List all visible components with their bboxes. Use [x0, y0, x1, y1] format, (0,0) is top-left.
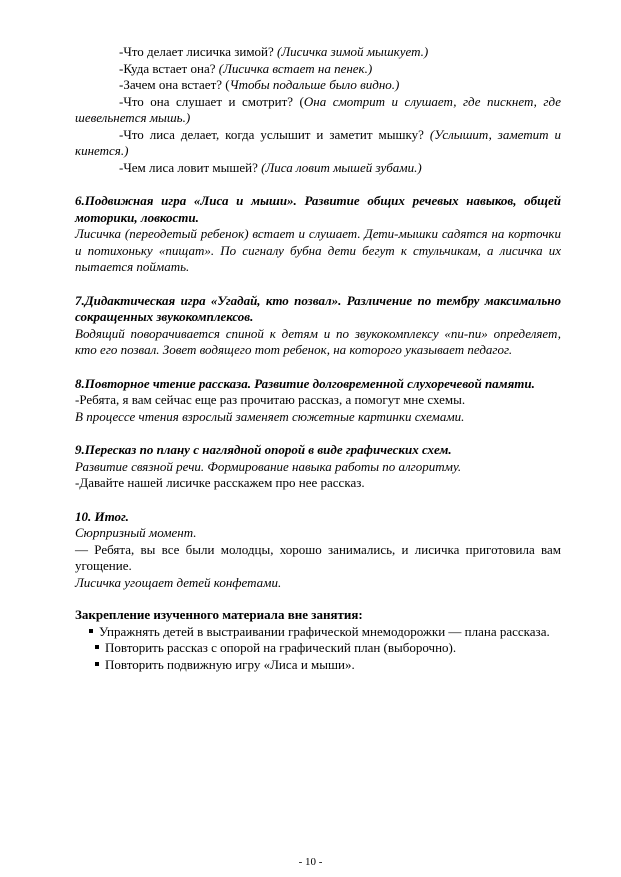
dialogue-line [75, 94, 561, 127]
bullet-icon [95, 662, 102, 667]
consolidation-heading: Закрепление изученного материала вне занятия: [75, 607, 363, 622]
spacer [75, 276, 561, 293]
bullet-icon [89, 629, 96, 634]
dialogue-question: -Чем лиса ловит мышей? [119, 159, 262, 175]
spacer [75, 176, 561, 193]
list-item [75, 657, 561, 674]
section-10-subtitle: Сюрпризный момент. [75, 525, 197, 540]
section-10-text: Лисичка угощает детей конфетами. [75, 574, 282, 590]
section-6-heading: 6.Подвижная игра «Лиса и мыши». Развитие общих речевых навыков, общей моторики, ловкости. [75, 193, 561, 225]
list-item-text: Повторить подвижную игру «Лиса и мыши». [105, 656, 355, 672]
section-8-speech: -Ребята, я вам сейчас еще раз прочитаю рассказ, а помогут мне схемы. [75, 392, 466, 407]
section-7-heading: 7.Дидактическая игра «Угадай, кто позвал». Различение по тембру максимально сокращенных звукокомплексов. [75, 292, 561, 324]
dialogue-question: -Зачем она встает? ( [119, 77, 230, 92]
dialogue-question: -Что лиса делает, когда услышит и заметит мышку? [119, 126, 430, 142]
section-10-speech: — Ребята, вы все были молодцы, хорошо занимались, и лисичка приготовила вам угощение. [75, 541, 561, 573]
section-8-heading: 8.Повторное чтение рассказа. Развитие долговременной слухоречевой памяти. [75, 375, 535, 391]
dialogue-answer: Она смотрит и слушает, где пискнет, где шевельнется мышь.) [75, 93, 561, 125]
section-9-text: Развитие связной речи. Формирование навыка работы по алгоритму. [75, 458, 462, 474]
spacer [75, 425, 561, 442]
dialogue-line [75, 44, 561, 61]
list-item [75, 640, 561, 657]
dialogue-answer: (Лисичка встает на пенек.) [218, 60, 373, 76]
dialogue-answer: (Лиса ловит мышей зубами.) [261, 159, 422, 175]
spacer [75, 492, 561, 509]
dialogue-line [75, 160, 561, 177]
section-7-text: Водящий поворачивается спиной к детям и по звукокомплексу «пи-пи» определяет, кто его позвал. Зовет водящего тот ребенок, на которого указывает педагог. [75, 325, 561, 357]
dialogue-line [75, 61, 561, 78]
section-8-text: В процессе чтения взрослый заменяет сюжетные картинки схемами. [75, 408, 465, 424]
dialogue-answer: Чтобы подальше было видно.) [229, 77, 400, 92]
dialogue-line [75, 127, 561, 160]
page-number: - 10 - [298, 856, 323, 868]
page-content [75, 44, 561, 673]
spacer [75, 591, 561, 607]
list-item-text: Повторить рассказ с опорой на графический план (выборочно). [105, 640, 457, 655]
dialogue-question: -Что она слушает и смотрит? ( [119, 93, 304, 109]
section-10-heading: 10. Итог. [75, 508, 129, 524]
section-9-heading: 9.Пересказ по плану с наглядной опорой в виде графических схем. [75, 442, 452, 457]
spacer [75, 359, 561, 376]
bullet-icon [95, 645, 102, 650]
dialogue-answer: (Лисичка зимой мышкует.) [277, 44, 429, 59]
list-item [75, 624, 561, 641]
dialogue-question: -Что делает лисичка зимой? [119, 44, 278, 59]
dialogue-line [75, 77, 561, 94]
list-item-text: Упражнять детей в выстраивании графической мнемодорожки — плана рассказа. [99, 623, 550, 639]
section-9-speech: -Давайте нашей лисичке расскажем про нее рассказ. [75, 475, 365, 490]
dialogue-answer: (Услышит, заметит и кинется.) [75, 126, 561, 158]
dialogue-question: -Куда встает она? [119, 60, 219, 76]
section-6-text: Лисичка (переодетый ребенок) встает и слушает. Дети-мышки садятся на корточки и потихоньку «пищат». По сигналу бубна дети бегут к стульчикам, а лисичка их пытается поймать. [75, 226, 561, 274]
